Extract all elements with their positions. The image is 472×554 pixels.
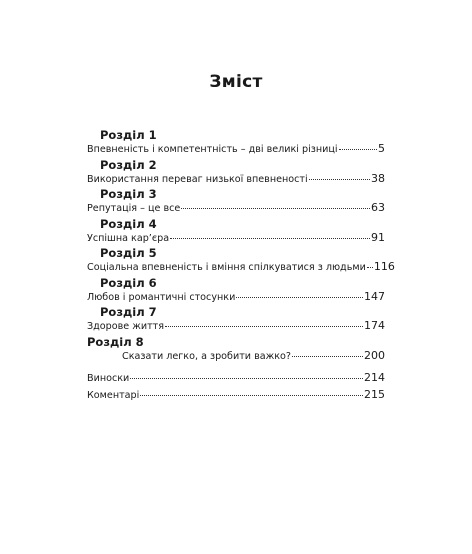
dot-leader xyxy=(367,267,373,268)
chapter-label: Розділ 5 xyxy=(100,246,157,260)
entry-title: Використання переваг низької впевненості xyxy=(87,174,308,185)
page-number: 215 xyxy=(364,388,385,401)
toc-entry-chapter-2[interactable] xyxy=(87,173,385,185)
table-of-contents xyxy=(87,128,395,403)
entry-title: Впевненість і компетентність – дві великі різниці xyxy=(87,144,338,155)
chapter-label: Розділ 1 xyxy=(100,128,157,142)
page-number: 214 xyxy=(364,371,385,384)
toc-entry-comments[interactable] xyxy=(87,386,385,403)
toc-entry-chapter-7[interactable] xyxy=(87,320,385,332)
page-number: 174 xyxy=(364,319,385,332)
dot-leader xyxy=(130,378,363,379)
page-number: 147 xyxy=(364,290,385,303)
toc-section-6 xyxy=(87,276,385,303)
toc-section-3 xyxy=(87,187,385,214)
entry-title: Успішна кар’єра xyxy=(87,233,170,244)
entry-title: Сказати легко, а зробити важко? xyxy=(122,351,292,362)
page-number: 5 xyxy=(378,142,385,155)
toc-entry-chapter-1[interactable] xyxy=(87,143,385,155)
page-number: 91 xyxy=(371,231,385,244)
toc-section-5 xyxy=(87,246,395,273)
toc-entry-chapter-6[interactable] xyxy=(87,291,385,303)
dot-leader xyxy=(165,326,363,327)
dot-leader xyxy=(236,297,363,298)
entry-title: Репутація – це все xyxy=(87,203,181,214)
chapter-label: Розділ 7 xyxy=(100,305,157,319)
toc-section-7 xyxy=(87,305,385,332)
toc-entry-chapter-8[interactable] xyxy=(87,350,385,362)
dot-leader xyxy=(339,149,377,150)
chapter-label: Розділ 4 xyxy=(100,217,157,231)
toc-section-8 xyxy=(87,335,385,362)
page-number: 63 xyxy=(371,201,385,214)
toc-entry-chapter-5[interactable] xyxy=(87,260,395,273)
dot-leader xyxy=(309,179,370,180)
chapter-label: Розділ 8 xyxy=(87,335,144,349)
page-number: 38 xyxy=(371,172,385,185)
toc-entry-notes[interactable] xyxy=(87,369,385,386)
chapter-label: Розділ 3 xyxy=(100,187,157,201)
toc-section-1 xyxy=(87,128,385,155)
toc-section-2 xyxy=(87,158,385,185)
toc-section-4 xyxy=(87,217,385,244)
entry-title: Соціальна впевненість і вміння спілкуватися з людьми xyxy=(87,262,366,273)
dot-leader xyxy=(292,356,363,357)
entry-title: Виноски xyxy=(87,373,130,384)
page-title: Зміст xyxy=(209,72,263,92)
toc-entry-chapter-3[interactable] xyxy=(87,202,385,214)
dot-leader xyxy=(181,208,370,209)
entry-title: Здорове життя xyxy=(87,321,165,332)
dot-leader xyxy=(140,395,363,396)
toc-entry-chapter-4[interactable] xyxy=(87,232,385,244)
chapter-label: Розділ 6 xyxy=(100,276,157,290)
page-number: 116 xyxy=(373,260,395,273)
dot-leader xyxy=(170,238,370,239)
toc-back-matter xyxy=(87,369,385,403)
entry-title: Коментарі xyxy=(87,390,140,401)
page-number: 200 xyxy=(364,349,385,362)
entry-title: Любов і романтичні стосунки xyxy=(87,292,236,303)
chapter-label: Розділ 2 xyxy=(100,158,157,172)
